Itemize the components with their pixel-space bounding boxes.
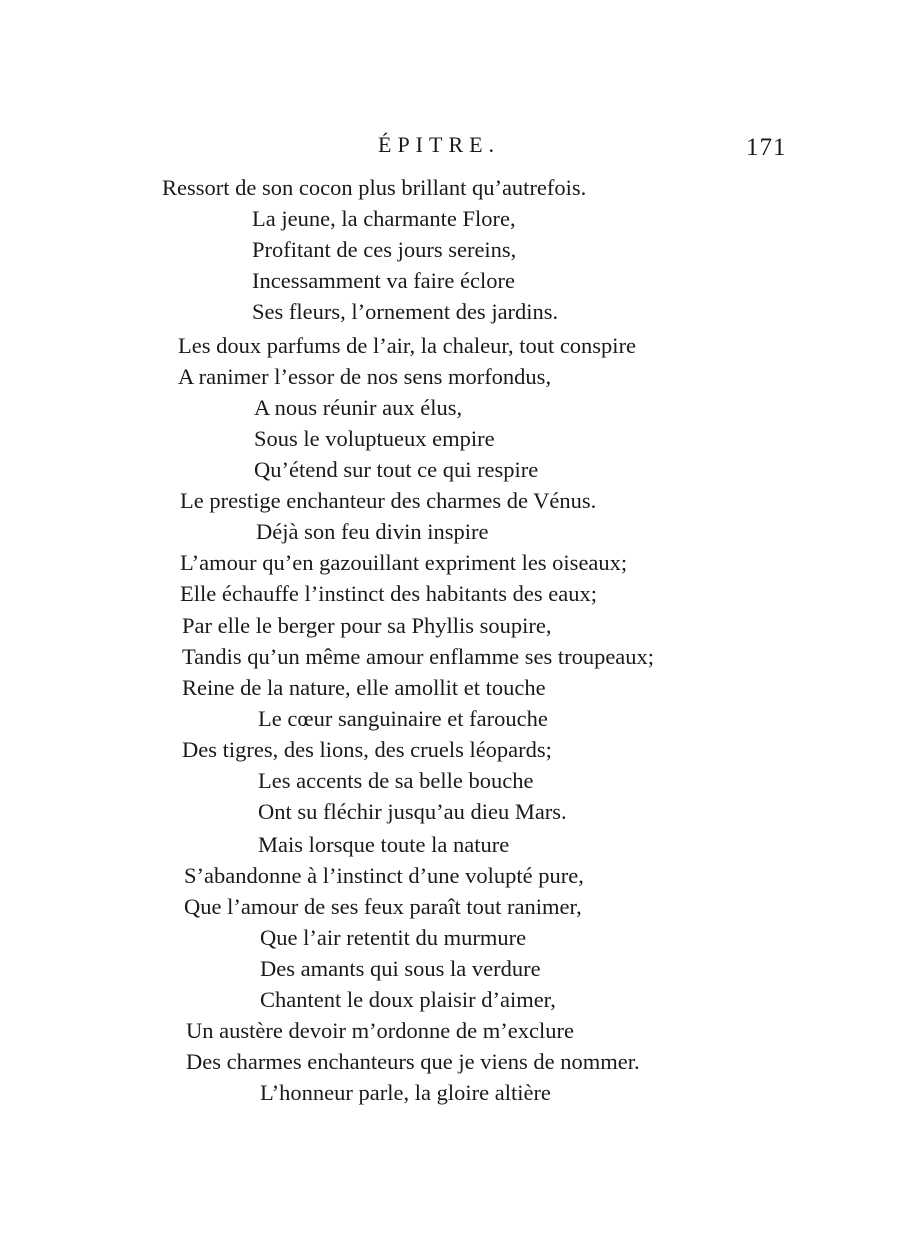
verse-line: Les doux parfums de l’air, la chaleur, tout conspire xyxy=(178,333,637,358)
verse-line: Reine de la nature, elle amollit et touche xyxy=(182,675,546,700)
verse-line: A ranimer l’essor de nos sens morfondus, xyxy=(178,364,552,389)
verse-line: Des charmes enchanteurs que je viens de nommer. xyxy=(186,1049,640,1074)
verse-line: S’abandonne à l’instinct d’une volupté pure, xyxy=(184,863,584,888)
verse-line: Sous le voluptueux empire xyxy=(254,426,495,451)
verse-line: Le prestige enchanteur des charmes de Vénus. xyxy=(180,488,597,513)
verse-line: Chantent le doux plaisir d’aimer, xyxy=(260,987,556,1012)
verse-line: Que l’air retentit du murmure xyxy=(260,925,527,950)
verse-line: L’amour qu’en gazouillant expriment les oiseaux; xyxy=(180,550,628,575)
verse-line: Mais lorsque toute la nature xyxy=(258,832,510,857)
verse-line: Déjà son feu divin inspire xyxy=(256,519,489,544)
verse-line: Elle échauffe l’instinct des habitants des eaux; xyxy=(180,581,597,606)
verse-line: A nous réunir aux élus, xyxy=(254,395,463,420)
verse-line: Ses fleurs, l’ornement des jardins. xyxy=(252,299,559,324)
running-header-title: ÉPITRE. xyxy=(378,132,501,157)
verse-line: Le cœur sanguinaire et farouche xyxy=(258,706,548,731)
verse-line: Ont su fléchir jusqu’au dieu Mars. xyxy=(258,799,567,824)
verse-line: Des tigres, des lions, des cruels léopards; xyxy=(182,737,552,762)
verse-line: Qu’étend sur tout ce qui respire xyxy=(254,457,539,482)
verse-line: Des amants qui sous la verdure xyxy=(260,956,541,981)
verse-line: La jeune, la charmante Flore, xyxy=(252,206,516,231)
page-number: 171 xyxy=(746,134,787,161)
verse-line: Un austère devoir m’ordonne de m’exclure xyxy=(186,1018,574,1043)
verse-line: Ressort de son cocon plus brillant qu’autrefois. xyxy=(162,175,587,200)
verse-line: Par elle le berger pour sa Phyllis soupire, xyxy=(182,613,552,638)
verse-line: Tandis qu’un même amour enflamme ses troupeaux; xyxy=(182,644,655,669)
verse-line: Que l’amour de ses feux paraît tout ranimer, xyxy=(184,894,582,919)
verse-line: Les accents de sa belle bouche xyxy=(258,768,534,793)
verse-line: Profitant de ces jours sereins, xyxy=(252,237,517,262)
verse-line: Incessamment va faire éclore xyxy=(252,268,515,293)
verse-line: L’honneur parle, la gloire altière xyxy=(260,1080,551,1105)
